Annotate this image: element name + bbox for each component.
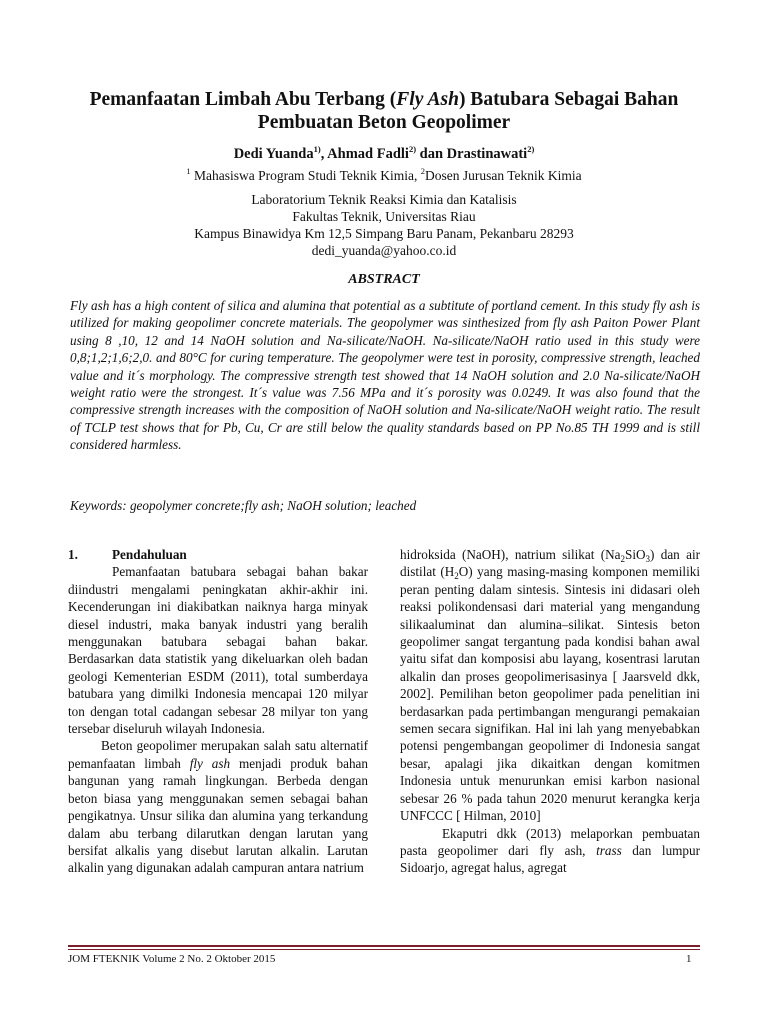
- paragraph: Ekaputri dkk (2013) melaporkan pembuatan pasta geopolimer dari fly ash, trass dan lumpur Sidoarjo, agregat halus, agregat: [400, 825, 701, 876]
- lab-name: Laboratorium Teknik Reaksi Kimia dan Katalisis: [251, 192, 517, 207]
- journal-footer: JOM FTEKNIK Volume 2 No. 2 Oktober 2015: [68, 953, 276, 965]
- paragraph: hidroksida (NaOH), natrium silikat $(Na_2SiO_3)$ dan air distilat $(H_2O)$ yang masing-masing komponen memiliki peran penting dalam sintesis. Sintesis ini didasari oleh reaksi polikondensasi dari material yang mengandung silikaaluminat dan alumina–silikat. Sintesis beton geopolimer sangat tergantung pada kondisi bahan awal yaitu sifat dan komposisi abu layang, kosentrasi larutan alkalin dan proses geopolimerisasinya [ Jaarsveld dkk, 2002]. Pemilihan beton geopolimer pada penelitian ini berdasarkan pada pertimbangan mengurangi pemakaian semen secara signifikan. Hal ini lah yang menyebabkan potensi pengembangan geopolimer di Indonesia sangat besar, apalagi jika dikaitkan dengan komitmen Indonesia untuk menurunkan emisi karbon nasional sebesar 26 % pada tahun 2020 menurut kerangka kerja UNFCCC [ Hilman, 2010]: [400, 547, 700, 824]
- affiliations: [40, 167, 728, 259]
- paragraph: Beton geopolimer merupakan salah satu alternatif pemanfaatan limbah fly ash menjadi produk bahan bangunan yang ramah lingkungan. Berbeda dengan beton biasa yang menggunakan semen sebagai bahan pengikatnya. Unsur silika dan alumina yang terkandung dalam abu terbang dilarutkan dengan larutan yang bersifat alkalis yang disebut larutan alkalin. Larutan alkalin yang digunakan adalah campuran antara natrium: [68, 738, 368, 876]
- title-line-2: Pembuatan Beton Geopolimer: [257, 112, 511, 133]
- title-line-1: Pemanfaatan Limbah Abu Terbang (Fly Ash) Batubara Sebagai Bahan: [89, 89, 679, 110]
- section-number: 1.: [68, 547, 78, 562]
- page-number: 1: [686, 953, 692, 965]
- authors-line: Dedi Yuanda$^{1)}$, Ahmad Fadli$^{2)}$ dan Drastinawati$^{2)}$: [233, 144, 535, 162]
- paragraph: Pemanfaatan batubara sebagai bahan bakar diindustri mengalami peningkatan akhir-akhir ini. Kecenderungan ini diakibatkan naiknya harga minyak diesel industri, maka banyak industri yang beralih menggunakan batubara sebagai bahan bakar. Berdasarkan data statistik yang dikeluarkan oleh badan geologi Kementerian ESDM (2011), total sumberdaya batubara yang dimilki Indonesia mencapai 120 milyar ton dengan total cadangan sebesar 28 milyar ton yang tersebar diseluruh wilayah Indonesia.: [68, 564, 368, 737]
- section-heading: [68, 546, 368, 563]
- affiliation-line: $^1$ Mahasiswa Program Studi Teknik Kimia, $^2$Dosen Jurusan Teknik Kimia: [186, 166, 582, 183]
- faculty-name: Fakultas Teknik, Universitas Riau: [292, 209, 476, 224]
- keywords: Keywords: geopolymer concrete;fly ash; NaOH solution; leached: [70, 498, 417, 513]
- left-column: [68, 546, 368, 877]
- paper-title: [40, 88, 728, 134]
- footer-rule-thin: [68, 949, 700, 950]
- abstract-body: Fly ash has a high content of silica and alumina that potential as a subtitute of portland cement. In this study fly ash is utilized for making geopolimer concrete materials. The geopolymer was sinthesized from fly ash Paiton Power Plant using 8 ,10, 12 and 14 NaOH solution and Na-silicate/NaOH. Na-silicate/NaOH ratio used in this study were 0,8;1,2;1,6;2,0. and 80°C for curing temperature. The geopolymer were test in porosity, compressive strength, leached value and it´s morphology. The compressive strength test showed that 14 NaOH solution and 2.0 Na-silicate/NaOH weight ratio were the strongest. It´s value was 7.56 MPa and it´s porosity was 0.0249. It was also found that the compressive strength increases with the composition of NaOH solution and Na-silicate/NaOH weight ratio. The result of TCLP test shows that for Pb, Cu, Cr are still below the quality standards based on PP No.85 TH 1999 and is still considered harmless.: [70, 298, 700, 453]
- campus-address: Kampus Binawidya Km 12,5 Simpang Baru Panam, Pekanbaru 28293: [194, 226, 574, 241]
- author-email: dedi_yuanda@yahoo.co.id: [311, 243, 457, 258]
- footer-rule: [68, 945, 700, 947]
- abstract-heading: ABSTRACT: [348, 272, 420, 287]
- title-italic: Fly Ash: [396, 89, 459, 110]
- right-column: [400, 546, 700, 877]
- section-title: Pendahuluan: [112, 547, 187, 562]
